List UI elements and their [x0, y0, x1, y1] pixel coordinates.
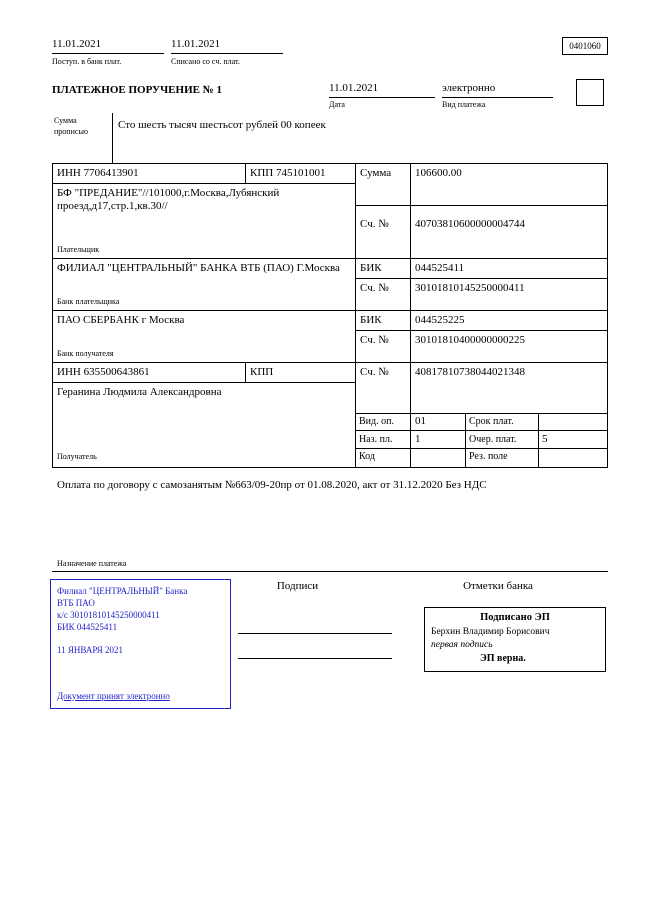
code-label: Код — [359, 451, 375, 462]
payment-kind-field: электронно — [442, 82, 553, 98]
border-line — [355, 205, 608, 206]
bank-stamp-date: 11 ЯНВАРЯ 2021 — [57, 644, 124, 655]
border-line — [52, 258, 608, 259]
payment-kind-label: Вид платежа — [442, 100, 486, 109]
payee-bank-name: ПАО СБЕРБАНК г Москва — [57, 314, 185, 326]
bank-stamp-line: ВТБ ПАО — [57, 598, 95, 609]
purpose-code-label: Наз. пл. — [359, 434, 393, 445]
payer-bank-account: 30101810145250000411 — [415, 282, 525, 294]
border-line — [52, 163, 608, 164]
payer-bank-account-label: Сч. № — [360, 282, 389, 294]
payee-account: 40817810738044021348 — [415, 366, 525, 378]
border-line — [52, 163, 53, 467]
payee-name: Геранина Людмила Александровна — [57, 386, 222, 398]
payer-account: 40703810600000004744 — [415, 218, 525, 230]
priority-label: Очер. плат. — [469, 434, 517, 445]
border-line — [52, 362, 608, 363]
payer-bank-bik: 044525411 — [415, 262, 465, 274]
reserve-field-label: Рез. поле — [469, 451, 508, 462]
received-date-label: Поступ. в банк плат. — [52, 57, 122, 66]
payee-bank-section-label: Банк получателя — [57, 349, 114, 358]
border-line — [410, 163, 411, 467]
payee-bank-bik-label: БИК — [360, 314, 382, 326]
payer-kpp: КПП 745101001 — [250, 167, 326, 179]
bank-stamp-line: Филиал "ЦЕНТРАЛЬНЫЙ" Банка — [57, 586, 188, 596]
signature-line — [238, 658, 392, 659]
bank-marks-label: Отметки банка — [463, 580, 533, 592]
purpose-code-value: 1 — [415, 433, 421, 445]
payee-section-label: Получатель — [57, 452, 97, 461]
bank-stamp-note: Документ принят электронно — [57, 690, 170, 701]
ep-stamp-signer: Берхин Владимир Борисович — [431, 627, 550, 637]
border-line — [112, 113, 113, 163]
bank-stamp — [50, 579, 231, 709]
payee-inn: ИНН 635500643861 — [57, 366, 150, 378]
border-line — [355, 163, 356, 467]
amount-words-label-1: Сумма — [54, 116, 77, 125]
status-code-box — [576, 79, 604, 106]
payee-bank-account: 30101810400000000225 — [415, 334, 525, 346]
sum-value: 106600.00 — [415, 167, 462, 179]
payee-bank-bik: 044525225 — [415, 314, 465, 326]
payer-name: БФ "ПРЕДАНИЕ"//101000,г.Москва,Лубянский проезд,д17,стр.1,кв.30// — [57, 187, 280, 212]
border-line — [355, 330, 608, 331]
payee-bank-account-label: Сч. № — [360, 334, 389, 346]
payment-purpose-text: Оплата по договору с самозанятым №663/09-20пр от 01.08.2020, акт от 31.12.2020 Без НДС — [57, 479, 487, 491]
payer-bank-bik-label: БИК — [360, 262, 382, 274]
ep-stamp-title: Подписано ЭП — [480, 612, 550, 623]
payee-kpp-label: КПП — [250, 366, 274, 378]
op-kind-label: Вид. оп. — [359, 416, 394, 427]
received-date-field: 11.01.2021 — [52, 38, 164, 54]
amount-words-label-2: прописью — [54, 127, 89, 136]
border-line — [52, 571, 608, 572]
border-line — [52, 467, 608, 468]
sum-label: Сумма — [360, 167, 392, 179]
border-line — [355, 448, 608, 449]
priority-value: 5 — [542, 433, 548, 445]
border-line — [355, 430, 608, 431]
border-line — [607, 163, 608, 467]
document-date-label: Дата — [329, 100, 345, 109]
payer-bank-name: ФИЛИАЛ "ЦЕНТРАЛЬНЫЙ" БАНКА ВТБ (ПАО) Г.Москва — [57, 262, 340, 274]
signature-line — [238, 633, 392, 634]
payer-account-label: Сч. № — [360, 218, 389, 230]
border-line — [355, 278, 608, 279]
ep-stamp-signature-kind: первая подпись — [431, 640, 493, 650]
payment-purpose-label: Назначение платежа — [57, 559, 127, 568]
payer-section-label: Плательщик — [57, 245, 100, 254]
electronic-signature-stamp — [424, 607, 606, 672]
border-line — [52, 310, 608, 311]
form-code-box: 0401060 — [562, 37, 608, 55]
debited-date-field: 11.01.2021 — [171, 38, 283, 54]
bank-stamp-line: БИК 044525411 — [57, 622, 118, 633]
debited-date-label: Списано со сч. плат. — [171, 57, 240, 66]
border-line — [52, 382, 355, 383]
payee-account-label: Сч. № — [360, 366, 389, 378]
ep-stamp-verified: ЭП верна. — [480, 653, 526, 664]
due-date-label: Срок плат. — [469, 416, 514, 427]
border-line — [538, 413, 539, 467]
border-line — [465, 413, 466, 467]
document-date-field: 11.01.2021 — [329, 82, 435, 98]
border-line — [52, 183, 355, 184]
document-title: ПЛАТЕЖНОЕ ПОРУЧЕНИЕ № 1 — [52, 84, 223, 96]
payer-inn: ИНН 7706413901 — [57, 167, 139, 179]
border-line — [355, 413, 608, 414]
signatures-label: Подписи — [276, 580, 319, 592]
amount-in-words-value: Сто шесть тысяч шестьсот рублей 00 копеек — [118, 119, 326, 131]
border-line — [245, 163, 246, 183]
border-line — [245, 362, 246, 382]
bank-stamp-line: к/с 30101810145250000411 — [57, 610, 160, 621]
payer-bank-section-label: Банк плательщика — [57, 297, 120, 306]
op-kind-value: 01 — [415, 415, 426, 427]
